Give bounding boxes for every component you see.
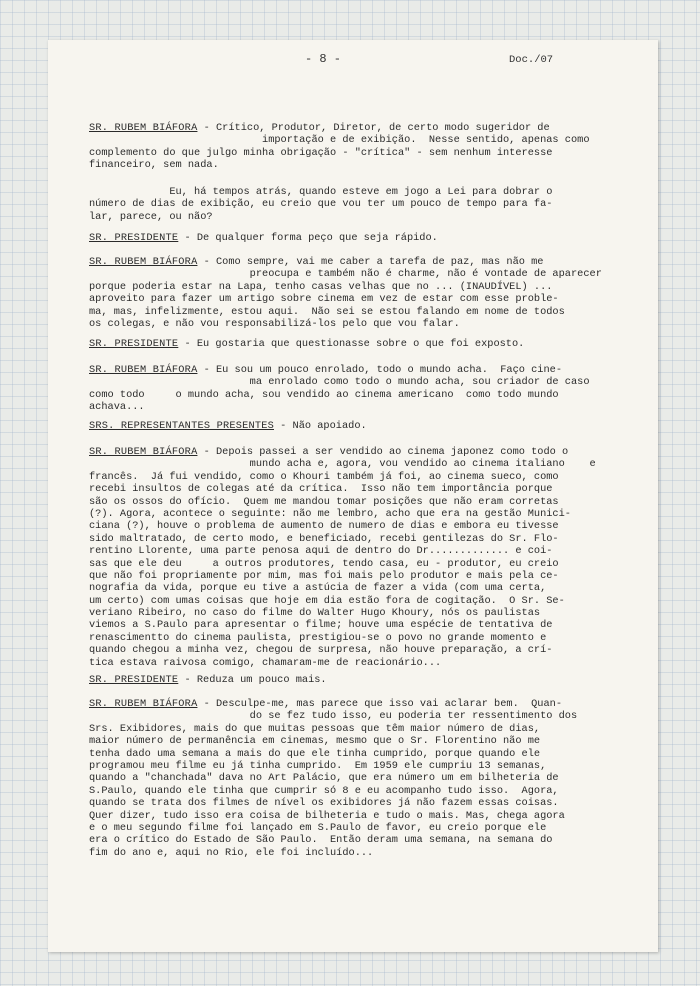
- line-text: quando se trata dos filmes de nível os exibidores já não fazem essas coisas.: [89, 797, 559, 810]
- line-text: - Crítico, Produtor, Diretor, de certo modo sugeridor de: [197, 122, 550, 134]
- text-line: [89, 582, 670, 594]
- text-line: [89, 376, 670, 388]
- line-text: maior número de permanência em cinemas, mesmo que o Sr. Florentino não me: [89, 735, 541, 748]
- text-line: [89, 760, 670, 772]
- text-line: [89, 458, 670, 470]
- text-line: [89, 710, 670, 722]
- line-text: sas que ele deu a outros produtores, tendo casa, eu - produtor, eu creio: [89, 557, 559, 570]
- line-text: recebi insultos de colegas até da crítica. Isso não tem importância porque: [89, 483, 553, 496]
- text-line: [89, 834, 670, 846]
- text-line: [89, 657, 670, 669]
- line-text: os colegas, e não vou responsabilizá-los pelo que vou falar.: [89, 317, 460, 330]
- line-text: nografia da vida, porque eu tive a astúcia de fazer a vida (com uma certa,: [89, 582, 547, 595]
- line-text: rentino Llorente, uma parte penosa aqui de dentro do Dr............. e coi-: [89, 545, 553, 558]
- line-text: número de dias de exibição, eu creio que vou ter um pouco de tempo para fa-: [89, 198, 553, 211]
- line-text: programou meu filme eu já tinha cumprido. Em 1959 ele cumpriu 13 semanas,: [89, 759, 547, 772]
- line-text: são os ossos do ofício. Quem me mandou tomar posições que não eram corretas: [89, 495, 559, 508]
- line-text: - Desculpe-me, mas parece que isso vai aclarar bem. Quan-: [197, 698, 563, 710]
- speech-block: [89, 674, 670, 686]
- page-number: - 8 -: [305, 52, 342, 66]
- text-line: [89, 785, 670, 797]
- speaker-name: SR. RUBEM BIÁFORA: [89, 256, 198, 268]
- text-line: [89, 847, 670, 859]
- speaker-name: SR. PRESIDENTE: [89, 674, 179, 686]
- text-line: [89, 281, 670, 293]
- text-line: [89, 186, 670, 198]
- line-text: - Eu gostaria que questionasse sobre o que foi exposto.: [178, 338, 525, 350]
- line-text: que não foi propriamente por mim, mas foi mais pelo produtor e mais pela ce-: [89, 569, 559, 582]
- line-text: - Como sempre, vai me caber a tarefa de paz, mas não me: [197, 256, 544, 268]
- text-line: [89, 674, 670, 686]
- speech-block: [89, 338, 670, 350]
- text-line: [89, 134, 670, 146]
- text-line: [89, 496, 670, 508]
- text-line: [89, 147, 670, 159]
- text-line: [89, 748, 670, 760]
- line-text: - Não apoiado.: [274, 420, 367, 432]
- text-line: [89, 256, 670, 268]
- text-line: [89, 198, 670, 210]
- speech-block: [89, 420, 670, 432]
- text-line: [89, 159, 670, 171]
- line-text: fim do ano e, aqui no Rio, ele foi incluído...: [89, 846, 374, 859]
- text-line: [89, 364, 670, 376]
- text-line: [89, 632, 670, 644]
- line-text: quando a "chanchada" dava no Art Palácio, que era número um em bilheteria de: [89, 772, 559, 785]
- speech-block: [89, 364, 670, 414]
- line-text: Quer dizer, tudo isso era coisa de bilheteria e tudo o mais. Mas, chega agora: [89, 809, 565, 822]
- document-reference: Doc./07: [509, 54, 554, 66]
- line-text: tenha dado uma semana a mais do que ele tinha cumprido, porque quando ele: [89, 747, 541, 760]
- speaker-name: SRS. REPRESENTANTES PRESENTES: [89, 420, 274, 432]
- speech-block: [89, 122, 670, 172]
- line-text: - Eu sou um pouco enrolado, todo o mundo acha. Faço cine-: [197, 364, 563, 376]
- text-line: [89, 810, 670, 822]
- speech-block: [89, 256, 670, 330]
- text-line: [89, 545, 670, 557]
- line-text: veriano Ribeiro, no caso do filme do Walter Hugo Khoury, nós os paulistas: [89, 607, 541, 620]
- line-text: (?). Agora, acontece o seguinte: não me lembro, acho que era na gestão Munici-: [89, 507, 571, 520]
- text-line: [89, 211, 670, 223]
- text-line: [89, 232, 670, 244]
- line-text: porque poderia estar na Lapa, tenho casas velhas que no ... (INAUDÍVEL) ...: [89, 280, 553, 293]
- speech-block: [89, 446, 670, 669]
- text-line: [89, 306, 670, 318]
- text-line: [89, 471, 670, 483]
- speech-block: [89, 232, 670, 244]
- speech-block: [89, 186, 670, 223]
- text-line: [89, 533, 670, 545]
- text-line: [89, 595, 670, 607]
- line-text: francês. Já fui vendido, como o Khouri também já foi, ao cinema sueco, como: [89, 470, 559, 483]
- text-line: [89, 483, 670, 495]
- line-text: como todo o mundo acha, sou vendido ao cinema americano como todo mundo: [89, 388, 559, 401]
- line-text: mundo acha e, agora, vou vendido ao cinema italiano e: [89, 458, 596, 471]
- line-text: Srs. Exibidores, mais do que muitas pessoas que têm maior número de dias,: [89, 722, 541, 735]
- line-text: tica estava raivosa comigo, chamaram-me de reacionário...: [89, 656, 442, 669]
- line-text: ma enrolado como todo o mundo acha, sou criador de caso: [89, 376, 590, 389]
- speaker-name: SR. RUBEM BIÁFORA: [89, 364, 198, 376]
- text-line: [89, 607, 670, 619]
- line-text: complemento do que julgo minha obrigação - "crítica" - sem nenhum interesse: [89, 146, 553, 159]
- text-line: [89, 420, 670, 432]
- text-line: [89, 122, 670, 134]
- text-line: [89, 644, 670, 656]
- speaker-name: SR. RUBEM BIÁFORA: [89, 698, 198, 710]
- speaker-name: SR. RUBEM BIÁFORA: [89, 122, 198, 134]
- line-text: viemos a S.Paulo para apresentar o filme; houve uma espécie de tentativa de: [89, 619, 553, 632]
- text-line: [89, 558, 670, 570]
- speaker-name: SR. RUBEM BIÁFORA: [89, 446, 198, 458]
- line-text: renascimentto do cinema paulista, prestigiou-se o povo no grande momento e: [89, 631, 547, 644]
- text-line: [89, 619, 670, 631]
- line-text: - Reduza um pouco mais.: [178, 674, 327, 686]
- line-text: financeiro, sem nada.: [89, 159, 219, 172]
- line-text: era o crítico do Estado de São Paulo. Então deram uma semana, na semana do: [89, 834, 553, 847]
- text-line: [89, 520, 670, 532]
- line-text: do se fez tudo isso, eu poderia ter ressentimento dos: [89, 710, 578, 723]
- text-line: [89, 401, 670, 413]
- line-text: aproveito para fazer um artigo sobre cinema em vez de estar com esse proble-: [89, 293, 559, 306]
- line-text: - Depois passei a ser vendido ao cinema japonez como todo o: [197, 446, 569, 458]
- text-line: [89, 570, 670, 582]
- line-text: ma, mas, infelizmente, estou aqui. Não sei se estou falando em nome de todos: [89, 305, 565, 318]
- text-line: [89, 446, 670, 458]
- text-line: [89, 772, 670, 784]
- line-text: lar, parece, ou não?: [89, 210, 213, 223]
- text-line: [89, 723, 670, 735]
- text-line: [89, 797, 670, 809]
- text-line: [89, 389, 670, 401]
- text-line: [89, 338, 670, 350]
- line-text: Eu, há tempos atrás, quando esteve em jogo a Lei para dobrar o: [89, 186, 553, 198]
- line-text: importação e de exibição. Nesse sentido, apenas como: [89, 134, 590, 147]
- text-line: [89, 735, 670, 747]
- speaker-name: SR. PRESIDENTE: [89, 232, 179, 244]
- text-line: [89, 508, 670, 520]
- line-text: um certo) com umas coisas que hoje em dia estão fora de cogitação. O Sr. Se-: [89, 594, 565, 607]
- text-line: [89, 698, 670, 710]
- text-line: [89, 293, 670, 305]
- line-text: ciana (?), houve o problema de aumento de numero de dias e embora eu tivesse: [89, 520, 559, 533]
- line-text: - De qualquer forma peço que seja rápido.: [178, 232, 438, 244]
- line-text: e o meu segundo filme foi lançado em S.Paulo de favor, eu creio porque ele: [89, 821, 547, 834]
- line-text: quando chegou a minha vez, chegou de surpresa, não houve preparação, a crí-: [89, 644, 553, 657]
- line-text: achava...: [89, 401, 145, 414]
- speech-block: [89, 698, 670, 859]
- line-text: S.Paulo, quando ele tinha que cumprir só 8 e eu acompanho tudo isso. Agora,: [89, 784, 559, 797]
- speaker-name: SR. PRESIDENTE: [89, 338, 179, 350]
- text-line: [89, 822, 670, 834]
- text-line: [89, 318, 670, 330]
- line-text: sido maltratado, de certo modo, e beneficiado, recebi gentilezas do Sr. Flo-: [89, 532, 559, 545]
- text-line: [89, 268, 670, 280]
- line-text: preocupa e também não é charme, não é vontade de aparecer: [89, 268, 602, 281]
